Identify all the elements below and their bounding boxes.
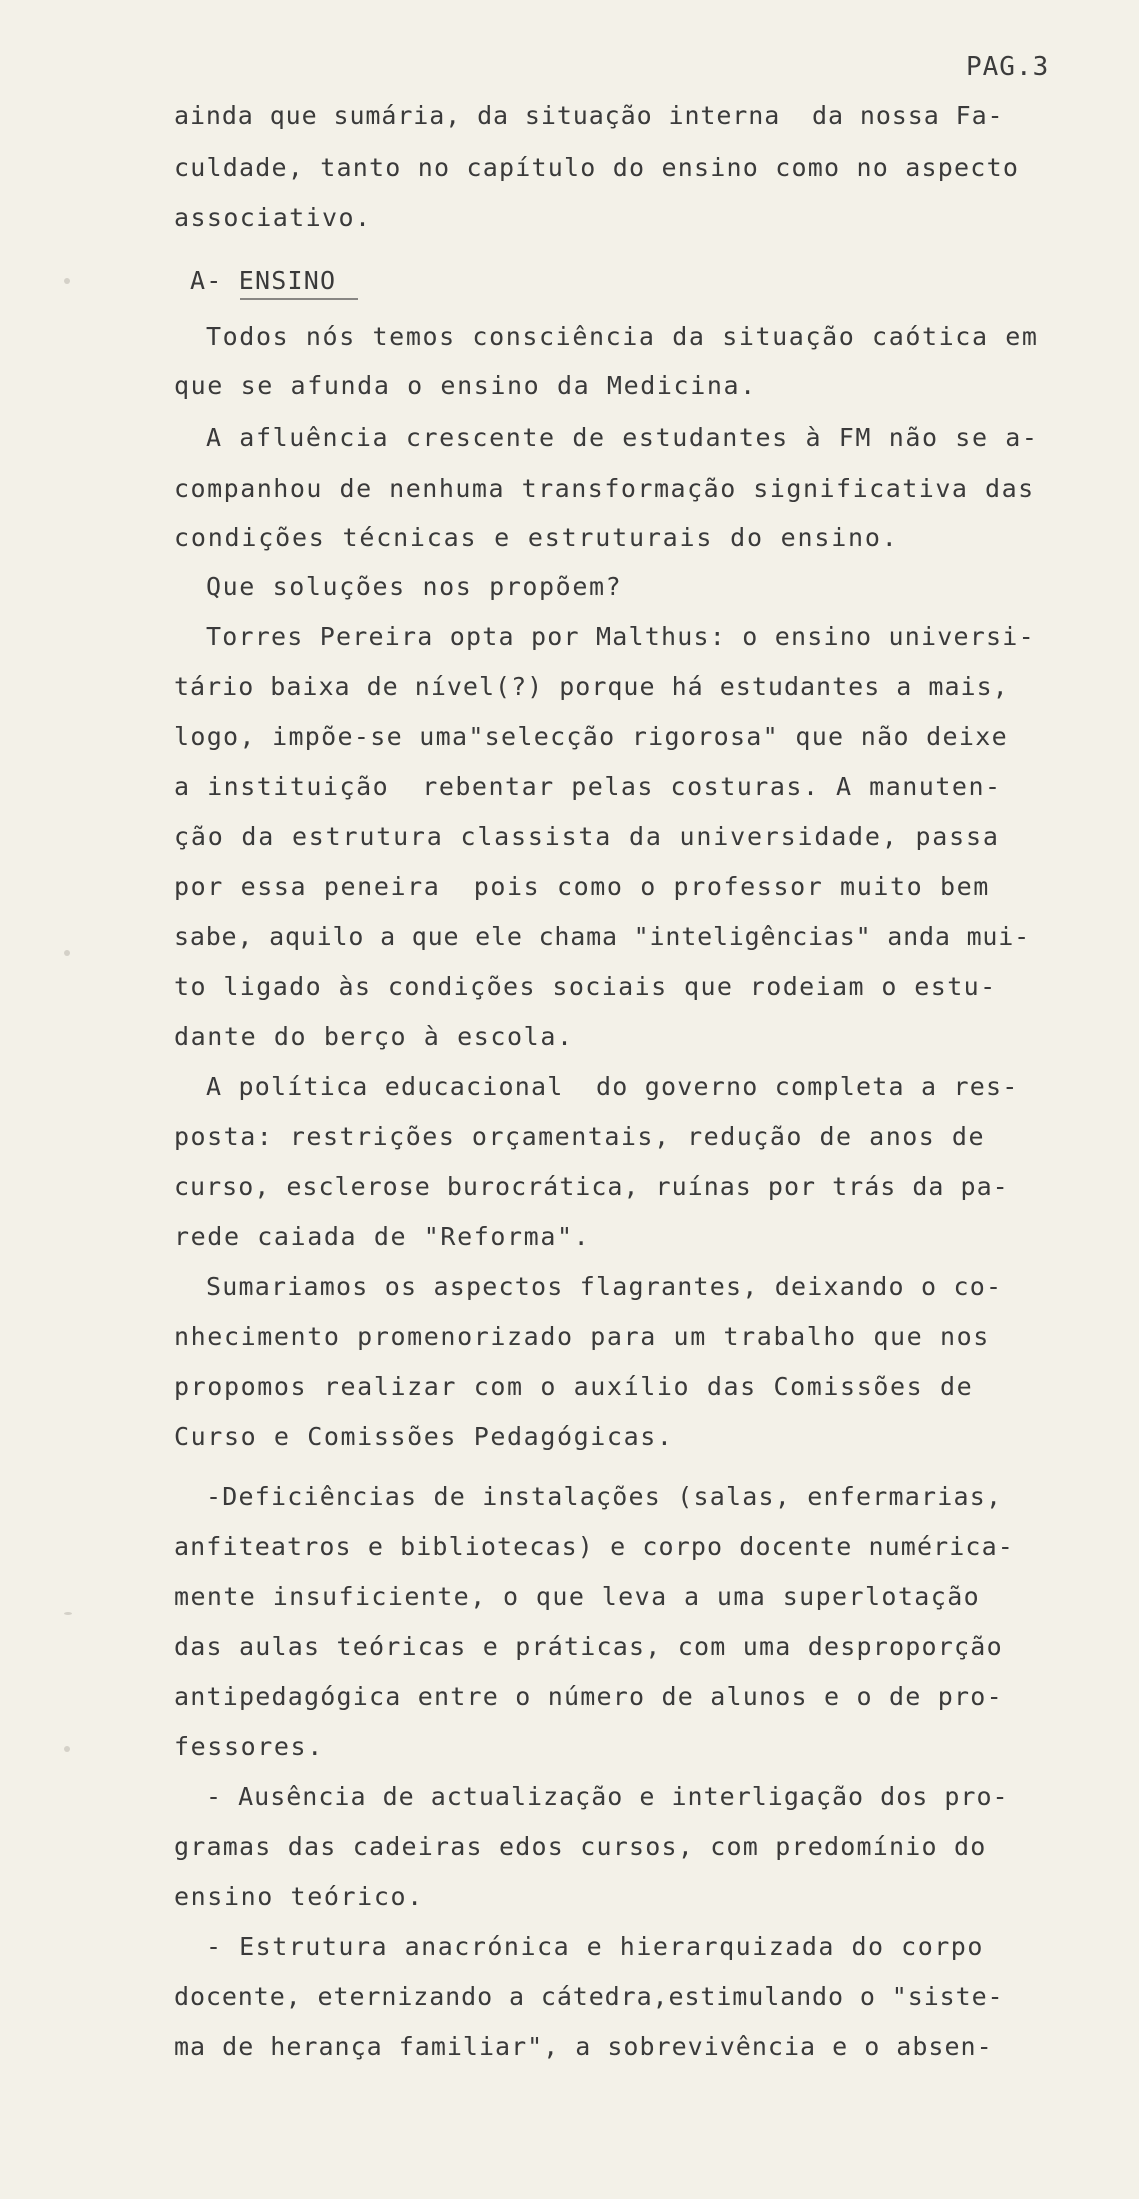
text-line: Que soluções nos propõem?: [206, 572, 623, 601]
text-line: condições técnicas e estruturais do ensino.: [174, 523, 899, 552]
paper-speck: [64, 1612, 72, 1615]
text-line: dante do berço à escola.: [174, 1022, 574, 1051]
text-line: companhou de nenhuma transformação significativa das: [174, 474, 1035, 503]
text-line: das aulas teóricas e práticas, com uma desproporção: [174, 1632, 1003, 1661]
paper-speck: [64, 950, 70, 956]
text-line: - Ausência de actualização e interligação dos pro-: [206, 1782, 1009, 1811]
text-line: A afluência crescente de estudantes à FM não se a-: [206, 423, 1039, 452]
text-line: mente insuficiente, o que leva a uma superlotação: [174, 1582, 981, 1611]
text-line: ensino teórico.: [174, 1882, 424, 1911]
text-line: Todos nós temos consciência da situação caótica em: [206, 322, 1039, 351]
text-line: posta: restrições orçamentais, redução de anos de: [174, 1122, 986, 1151]
text-line: anfiteatros e bibliotecas) e corpo docente numérica-: [174, 1532, 1014, 1561]
heading-underline: [240, 298, 358, 300]
text-line: - Estrutura anacrónica e hierarquizada do corpo: [206, 1932, 984, 1961]
text-line: nhecimento promenorizado para um trabalho que nos: [174, 1322, 990, 1351]
text-line: curso, esclerose burocrática, ruínas por trás da pa-: [174, 1172, 1009, 1201]
text-line: por essa peneira pois como o professor muito bem: [174, 872, 990, 901]
text-line: A política educacional do governo completa a res-: [206, 1072, 1019, 1101]
text-line: Curso e Comissões Pedagógicas.: [174, 1422, 674, 1451]
section-heading: A- ENSINO: [190, 266, 337, 295]
text-line: gramas das cadeiras edos cursos, com predomínio do: [174, 1832, 987, 1861]
text-line: ção da estrutura classista da universidade, passa: [174, 822, 1000, 851]
text-line: propomos realizar com o auxílio das Comissões de: [174, 1372, 974, 1401]
text-line: Torres Pereira opta por Malthus: o ensino universi-: [206, 622, 1035, 651]
text-line: a instituição rebentar pelas costuras. A manuten-: [174, 772, 1002, 801]
text-line: que se afunda o ensino da Medicina.: [174, 371, 757, 400]
text-line: docente, eternizando a cátedra,estimulando o "siste-: [174, 1982, 1004, 2011]
text-line: sabe, aquilo a que ele chama "inteligências" anda mui-: [174, 922, 1030, 951]
text-line: ma de herança familiar", a sobrevivência e o absen-: [174, 2032, 993, 2061]
text-line: ainda que sumária, da situação interna da nossa Fa-: [174, 101, 1004, 130]
text-line: culdade, tanto no capítulo do ensino como no aspecto: [174, 153, 1020, 182]
text-line: associativo.: [174, 203, 372, 232]
text-line: Sumariamos os aspectos flagrantes, deixando o co-: [206, 1272, 1003, 1301]
text-line: tário baixa de nível(?) porque há estudantes a mais,: [174, 672, 1009, 701]
text-line: to ligado às condições sociais que rodeiam o estu-: [174, 972, 997, 1001]
text-line: fessores.: [174, 1732, 324, 1761]
text-line: rede caiada de "Reforma".: [174, 1222, 591, 1251]
paper-speck: [64, 278, 70, 284]
paper-speck: [64, 1746, 70, 1752]
text-line: -Deficiências de instalações (salas, enfermarias,: [206, 1482, 1003, 1511]
text-line: antipedagógica entre o número de alunos e o de pro-: [174, 1682, 1003, 1711]
page-number: PAG.3: [966, 52, 1050, 82]
text-line: logo, impõe-se uma"selecção rigorosa" que não deixe: [174, 722, 1008, 751]
